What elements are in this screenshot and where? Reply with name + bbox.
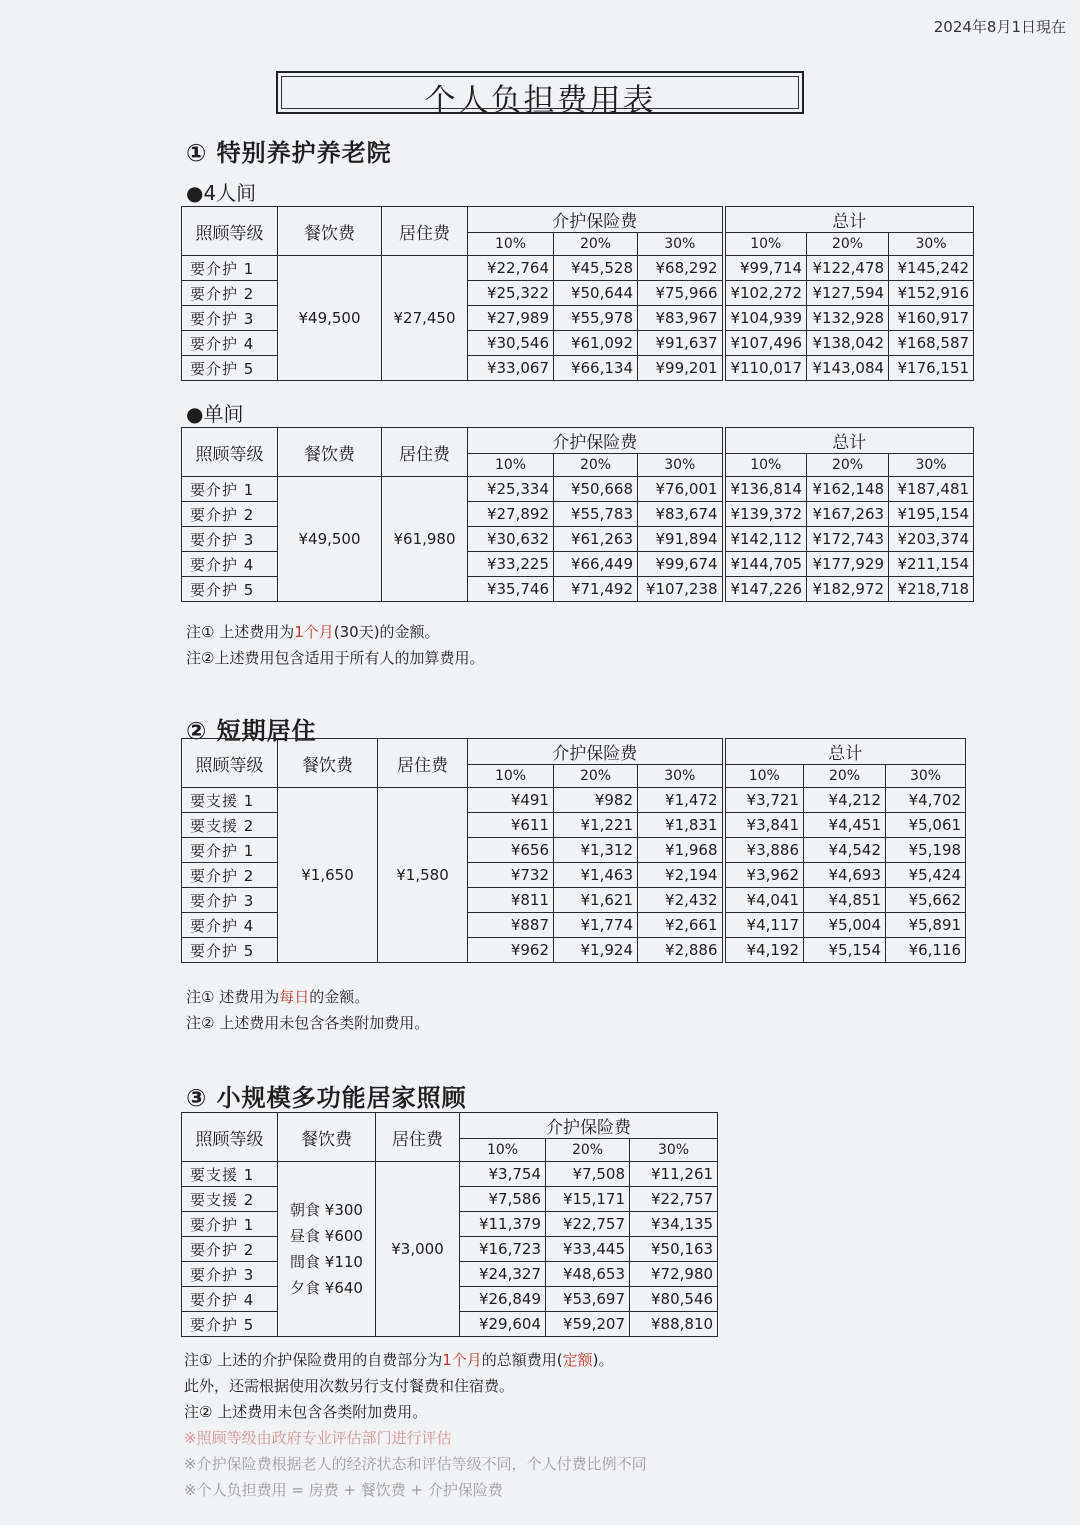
care-fee-c10: ¥25,334 — [468, 477, 554, 502]
care-fee-c10: ¥7,586 — [460, 1187, 546, 1212]
stay-fee-cell: ¥27,450 — [382, 256, 468, 381]
total-fee-t20: ¥4,693 — [804, 863, 886, 888]
care-fee-c30: ¥2,432 — [638, 888, 724, 913]
total-fee-t10: ¥3,962 — [724, 863, 804, 888]
total-fee-t10: ¥147,226 — [724, 577, 807, 602]
care-level-cell: 要支援 1 — [182, 788, 278, 813]
care-level-cell: 要介护 1 — [182, 256, 278, 281]
care-fee-c30: ¥72,980 — [630, 1262, 718, 1287]
care-fee-c20: ¥1,463 — [554, 863, 638, 888]
care-level-cell: 要介护 4 — [182, 1287, 278, 1312]
col-header-total-p10: 10% — [724, 233, 807, 256]
total-fee-t10: ¥4,041 — [724, 888, 804, 913]
care-fee-c20: ¥50,668 — [554, 477, 638, 502]
table-row — [182, 256, 974, 281]
care-fee-c10: ¥30,632 — [468, 527, 554, 552]
care-fee-c10: ¥611 — [468, 813, 554, 838]
col-header-food: 餐饮费 — [278, 1113, 376, 1162]
col-header-total: 总计 — [724, 207, 974, 233]
total-fee-t10: ¥144,705 — [724, 552, 807, 577]
section1-notes — [186, 619, 484, 671]
care-fee-c30: ¥2,194 — [638, 863, 724, 888]
stay-fee-cell: ¥3,000 — [376, 1162, 460, 1337]
care-fee-c10: ¥33,225 — [468, 552, 554, 577]
total-fee-t20: ¥162,148 — [807, 477, 889, 502]
section3-notes — [184, 1347, 1044, 1503]
care-fee-c20: ¥33,445 — [546, 1237, 630, 1262]
care-fee-c10: ¥962 — [468, 938, 554, 963]
total-fee-t20: ¥4,542 — [804, 838, 886, 863]
total-fee-t10: ¥99,714 — [724, 256, 807, 281]
title-box — [276, 71, 804, 119]
room-single-label: ●单间 — [186, 402, 244, 426]
total-fee-t30: ¥145,242 — [889, 256, 974, 281]
care-fee-c30: ¥80,546 — [630, 1287, 718, 1312]
footnote-formula: ※个人负担费用 = 房费 + 餐饮费 + 介护保险费 — [184, 1481, 503, 1499]
total-fee-t30: ¥5,198 — [886, 838, 966, 863]
care-level-cell: 要介护 1 — [182, 477, 278, 502]
section3-note1b: 此外，还需根据使用次数另行支付餐费和住宿费。 — [184, 1377, 515, 1395]
care-fee-c20: ¥1,312 — [554, 838, 638, 863]
col-header-level: 照顾等级 — [182, 207, 278, 256]
care-level-cell: 要支援 2 — [182, 1187, 278, 1212]
care-fee-c30: ¥83,674 — [638, 502, 724, 527]
col-header-total-p20: 20% — [804, 765, 886, 788]
care-level-cell: 要介护 2 — [182, 1237, 278, 1262]
food-fee-cell: ¥1,650 — [278, 788, 378, 963]
care-fee-c20: ¥66,134 — [554, 356, 638, 381]
col-header-care-p30: 30% — [630, 1139, 718, 1162]
meal-item: 昼食 ¥600 — [290, 1227, 363, 1245]
total-fee-t20: ¥5,004 — [804, 913, 886, 938]
footnote-ratio: ※介护保险费根据老人的经济状态和评估等级不同，个人付费比例不同 — [184, 1455, 647, 1473]
care-fee-c30: ¥68,292 — [638, 256, 724, 281]
care-fee-c20: ¥61,263 — [554, 527, 638, 552]
col-header-total-p30: 30% — [886, 765, 966, 788]
care-fee-c30: ¥75,966 — [638, 281, 724, 306]
table-4person-room — [181, 206, 974, 381]
footnote-assessment: ※照顾等级由政府专业评估部门进行评估 — [184, 1429, 452, 1447]
care-fee-c10: ¥33,067 — [468, 356, 554, 381]
care-fee-c10: ¥3,754 — [460, 1162, 546, 1187]
care-fee-c30: ¥1,472 — [638, 788, 724, 813]
care-fee-c20: ¥59,207 — [546, 1312, 630, 1337]
care-level-cell: 要介护 2 — [182, 281, 278, 306]
total-fee-t30: ¥176,151 — [889, 356, 974, 381]
table-small-multi — [181, 1112, 718, 1337]
section3-heading: ③ 小规模多功能居家照顾 — [186, 1084, 467, 1112]
care-fee-c10: ¥656 — [468, 838, 554, 863]
total-fee-t20: ¥132,928 — [807, 306, 889, 331]
care-fee-c30: ¥34,135 — [630, 1212, 718, 1237]
col-header-care-p10: 10% — [468, 454, 554, 477]
total-fee-t30: ¥168,587 — [889, 331, 974, 356]
section1-note1: 注① 上述费用为1个月(30天)的金额。 — [186, 623, 440, 641]
care-fee-c10: ¥26,849 — [460, 1287, 546, 1312]
col-header-total: 总计 — [724, 739, 966, 765]
total-fee-t10: ¥139,372 — [724, 502, 807, 527]
care-level-cell: 要介护 3 — [182, 527, 278, 552]
care-fee-c30: ¥99,201 — [638, 356, 724, 381]
total-fee-t30: ¥5,424 — [886, 863, 966, 888]
care-fee-c30: ¥99,674 — [638, 552, 724, 577]
room-4-label: ●4人间 — [186, 181, 257, 205]
care-fee-c10: ¥27,892 — [468, 502, 554, 527]
stay-fee-cell: ¥1,580 — [378, 788, 468, 963]
care-fee-c10: ¥24,327 — [460, 1262, 546, 1287]
total-fee-t10: ¥104,939 — [724, 306, 807, 331]
section1-note2: 注②上述费用包含适用于所有人的加算费用。 — [186, 649, 485, 667]
meal-item: 朝食 ¥300 — [290, 1201, 363, 1219]
care-level-cell: 要介护 5 — [182, 1312, 278, 1337]
total-fee-t10: ¥102,272 — [724, 281, 807, 306]
care-fee-c10: ¥811 — [468, 888, 554, 913]
meal-list — [290, 1197, 363, 1301]
col-header-care-p30: 30% — [638, 454, 724, 477]
total-fee-t20: ¥182,972 — [807, 577, 889, 602]
care-fee-c30: ¥2,661 — [638, 913, 724, 938]
total-fee-t20: ¥4,212 — [804, 788, 886, 813]
care-level-cell: 要介护 1 — [182, 1212, 278, 1237]
care-fee-c30: ¥1,831 — [638, 813, 724, 838]
section2-note1: 注① 述费用为每日的金额。 — [186, 988, 370, 1006]
care-fee-c30: ¥11,261 — [630, 1162, 718, 1187]
care-fee-c10: ¥22,764 — [468, 256, 554, 281]
total-fee-t20: ¥177,929 — [807, 552, 889, 577]
table-short-stay — [181, 738, 966, 963]
care-fee-c30: ¥88,810 — [630, 1312, 718, 1337]
care-fee-c30: ¥76,001 — [638, 477, 724, 502]
total-fee-t20: ¥172,743 — [807, 527, 889, 552]
total-fee-t30: ¥6,116 — [886, 938, 966, 963]
total-fee-t20: ¥5,154 — [804, 938, 886, 963]
total-fee-t10: ¥107,496 — [724, 331, 807, 356]
table-row — [182, 788, 966, 813]
total-fee-t30: ¥203,374 — [889, 527, 974, 552]
care-level-cell: 要介护 3 — [182, 1262, 278, 1287]
total-fee-t20: ¥167,263 — [807, 502, 889, 527]
care-fee-c10: ¥25,322 — [468, 281, 554, 306]
care-fee-c30: ¥91,637 — [638, 331, 724, 356]
total-fee-t30: ¥218,718 — [889, 577, 974, 602]
col-header-care-p20: 20% — [554, 233, 638, 256]
care-fee-c10: ¥11,379 — [460, 1212, 546, 1237]
col-header-level: 照顾等级 — [182, 739, 278, 788]
col-header-care-p10: 10% — [460, 1139, 546, 1162]
section3-note1: 注① 上述的介护保险费用的自费部分为1个月的总額费用(定额)。 — [184, 1351, 614, 1369]
care-fee-c30: ¥107,238 — [638, 577, 724, 602]
total-fee-t10: ¥110,017 — [724, 356, 807, 381]
care-level-cell: 要介护 4 — [182, 552, 278, 577]
care-fee-c20: ¥45,528 — [554, 256, 638, 281]
col-header-total-p10: 10% — [724, 765, 804, 788]
section2-heading: ② 短期居住 — [186, 717, 317, 745]
care-fee-c10: ¥16,723 — [460, 1237, 546, 1262]
col-header-care-p20: 20% — [546, 1139, 630, 1162]
care-level-cell: 要介护 5 — [182, 577, 278, 602]
col-header-total-p20: 20% — [807, 233, 889, 256]
care-fee-c20: ¥1,774 — [554, 913, 638, 938]
table-row — [182, 477, 974, 502]
meal-item: 夕食 ¥640 — [290, 1279, 363, 1297]
care-fee-c30: ¥1,968 — [638, 838, 724, 863]
care-fee-c30: ¥91,894 — [638, 527, 724, 552]
col-header-care-p30: 30% — [638, 233, 724, 256]
col-header-total-p20: 20% — [807, 454, 889, 477]
care-fee-c20: ¥50,644 — [554, 281, 638, 306]
total-fee-t30: ¥187,481 — [889, 477, 974, 502]
section2-notes — [186, 984, 429, 1036]
care-fee-c20: ¥1,621 — [554, 888, 638, 913]
col-header-care-p20: 20% — [554, 454, 638, 477]
care-fee-c20: ¥66,449 — [554, 552, 638, 577]
total-fee-t30: ¥5,061 — [886, 813, 966, 838]
care-level-cell: 要介护 1 — [182, 838, 278, 863]
col-header-level: 照顾等级 — [182, 428, 278, 477]
care-fee-c10: ¥887 — [468, 913, 554, 938]
care-fee-c20: ¥53,697 — [546, 1287, 630, 1312]
meal-item: 間食 ¥110 — [290, 1253, 363, 1271]
care-fee-c30: ¥50,163 — [630, 1237, 718, 1262]
table-row — [182, 1162, 718, 1187]
col-header-care: 介护保险费 — [468, 428, 724, 454]
total-fee-t20: ¥122,478 — [807, 256, 889, 281]
care-fee-c30: ¥83,967 — [638, 306, 724, 331]
total-fee-t10: ¥3,841 — [724, 813, 804, 838]
total-fee-t10: ¥136,814 — [724, 477, 807, 502]
care-fee-c20: ¥71,492 — [554, 577, 638, 602]
col-header-food: 餐饮费 — [278, 207, 382, 256]
care-level-cell: 要支援 1 — [182, 1162, 278, 1187]
care-fee-c20: ¥1,924 — [554, 938, 638, 963]
care-fee-c20: ¥61,092 — [554, 331, 638, 356]
care-fee-c10: ¥29,604 — [460, 1312, 546, 1337]
food-fee-cell: ¥49,500 — [278, 477, 382, 602]
document-title: 个人负担费用表 — [424, 83, 656, 119]
care-level-cell: 要介护 2 — [182, 502, 278, 527]
table-single-room — [181, 427, 974, 602]
total-fee-t30: ¥152,916 — [889, 281, 974, 306]
col-header-stay: 居住费 — [376, 1113, 460, 1162]
food-fee-cell: ¥49,500 — [278, 256, 382, 381]
col-header-care-p30: 30% — [638, 765, 724, 788]
care-fee-c20: ¥982 — [554, 788, 638, 813]
care-fee-c20: ¥55,978 — [554, 306, 638, 331]
col-header-care: 介护保险费 — [468, 207, 724, 233]
col-header-care-p10: 10% — [468, 765, 554, 788]
col-header-stay: 居住费 — [382, 428, 468, 477]
section2-note2: 注② 上述费用未包含各类附加费用。 — [186, 1014, 430, 1032]
care-fee-c10: ¥27,989 — [468, 306, 554, 331]
total-fee-t30: ¥4,702 — [886, 788, 966, 813]
col-header-care: 介护保险费 — [468, 739, 724, 765]
total-fee-t20: ¥138,042 — [807, 331, 889, 356]
care-fee-c10: ¥732 — [468, 863, 554, 888]
care-fee-c20: ¥22,757 — [546, 1212, 630, 1237]
care-fee-c20: ¥55,783 — [554, 502, 638, 527]
total-fee-t20: ¥4,451 — [804, 813, 886, 838]
col-header-total-p30: 30% — [889, 454, 974, 477]
total-fee-t10: ¥3,721 — [724, 788, 804, 813]
total-fee-t20: ¥143,084 — [807, 356, 889, 381]
total-fee-t30: ¥195,154 — [889, 502, 974, 527]
total-fee-t10: ¥4,117 — [724, 913, 804, 938]
care-level-cell: 要介护 4 — [182, 331, 278, 356]
col-header-stay: 居住费 — [378, 739, 468, 788]
care-level-cell: 要介护 3 — [182, 306, 278, 331]
care-fee-c20: ¥15,171 — [546, 1187, 630, 1212]
care-level-cell: 要介护 2 — [182, 863, 278, 888]
col-header-stay: 居住费 — [382, 207, 468, 256]
total-fee-t10: ¥3,886 — [724, 838, 804, 863]
care-level-cell: 要支援 2 — [182, 813, 278, 838]
col-header-total-p30: 30% — [889, 233, 974, 256]
care-level-cell: 要介护 3 — [182, 888, 278, 913]
care-level-cell: 要介护 5 — [182, 938, 278, 963]
col-header-total-p10: 10% — [724, 454, 807, 477]
care-fee-c10: ¥30,546 — [468, 331, 554, 356]
stay-fee-cell: ¥61,980 — [382, 477, 468, 602]
total-fee-t30: ¥5,891 — [886, 913, 966, 938]
total-fee-t30: ¥160,917 — [889, 306, 974, 331]
care-fee-c30: ¥2,886 — [638, 938, 724, 963]
col-header-care-p20: 20% — [554, 765, 638, 788]
care-level-cell: 要介护 4 — [182, 913, 278, 938]
total-fee-t20: ¥127,594 — [807, 281, 889, 306]
col-header-level: 照顾等级 — [182, 1113, 278, 1162]
meal-fees-cell — [278, 1162, 376, 1337]
document-date: 2024年8月1日現在 — [933, 18, 1066, 36]
total-fee-t10: ¥142,112 — [724, 527, 807, 552]
col-header-care: 介护保险费 — [460, 1113, 718, 1139]
care-level-cell: 要介护 5 — [182, 356, 278, 381]
col-header-total: 总计 — [724, 428, 974, 454]
col-header-care-p10: 10% — [468, 233, 554, 256]
section3-note2: 注② 上述费用未包含各类附加费用。 — [184, 1403, 428, 1421]
total-fee-t10: ¥4,192 — [724, 938, 804, 963]
care-fee-c10: ¥35,746 — [468, 577, 554, 602]
care-fee-c20: ¥1,221 — [554, 813, 638, 838]
total-fee-t30: ¥211,154 — [889, 552, 974, 577]
care-fee-c30: ¥22,757 — [630, 1187, 718, 1212]
col-header-food: 餐饮费 — [278, 428, 382, 477]
section1-heading: ① 特别养护养老院 — [186, 139, 392, 167]
care-fee-c20: ¥48,653 — [546, 1262, 630, 1287]
total-fee-t30: ¥5,662 — [886, 888, 966, 913]
care-fee-c20: ¥7,508 — [546, 1162, 630, 1187]
col-header-food: 餐饮费 — [278, 739, 378, 788]
total-fee-t20: ¥4,851 — [804, 888, 886, 913]
care-fee-c10: ¥491 — [468, 788, 554, 813]
